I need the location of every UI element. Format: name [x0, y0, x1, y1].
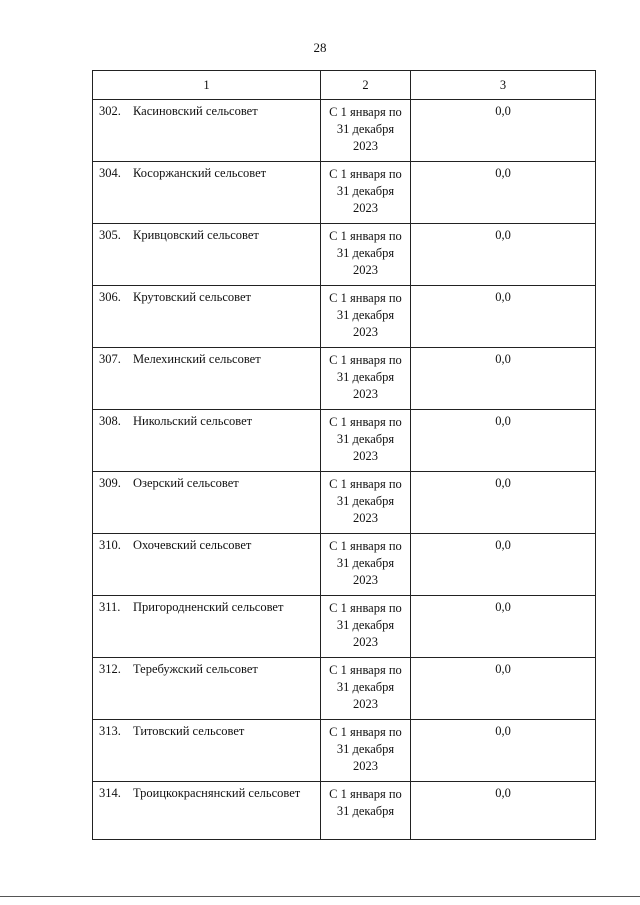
- value-cell: 0,0: [411, 348, 596, 410]
- row-number: 312.: [99, 662, 121, 676]
- period-line-3: 2023: [353, 325, 378, 339]
- period-line-2: 31 декабря: [336, 618, 395, 632]
- period-line-2: 31 декабря: [336, 246, 395, 260]
- table-row: [93, 596, 596, 658]
- row-number: 308.: [99, 414, 121, 428]
- row-name: Озерский сельсовет: [133, 476, 239, 490]
- table-row: [93, 162, 596, 224]
- table-header-row: [93, 71, 596, 100]
- period-cell: [321, 472, 411, 534]
- value-cell: 0,0: [411, 100, 596, 162]
- period-line-1: С 1 января по: [329, 105, 402, 119]
- period-line-1: С 1 января по: [329, 663, 402, 677]
- row-name: Титовский сельсовет: [133, 724, 245, 738]
- table-row: [93, 782, 596, 840]
- name-cell: [93, 348, 321, 410]
- value-cell: 0,0: [411, 224, 596, 286]
- value-cell: 0,0: [411, 162, 596, 224]
- row-name: Косоржанский сельсовет: [133, 166, 267, 180]
- name-cell: [93, 534, 321, 596]
- row-number: 313.: [99, 724, 121, 738]
- name-cell: [93, 472, 321, 534]
- period-cell: [321, 782, 411, 840]
- period-line-1: С 1 января по: [329, 725, 402, 739]
- period-line-3: 2023: [353, 201, 378, 215]
- period-cell: [321, 658, 411, 720]
- period-line-2: 31 декабря: [336, 556, 395, 570]
- name-cell: [93, 162, 321, 224]
- value-cell: 0,0: [411, 472, 596, 534]
- name-cell: [93, 658, 321, 720]
- period-line-3: 2023: [353, 511, 378, 525]
- value-cell: 0,0: [411, 658, 596, 720]
- period-line-3: 2023: [353, 573, 378, 587]
- row-number: 306.: [99, 290, 121, 304]
- row-number: 305.: [99, 228, 121, 242]
- period-line-3: 2023: [353, 387, 378, 401]
- period-line-2: 31 декабря: [336, 122, 395, 136]
- period-cell: [321, 162, 411, 224]
- value-cell: 0,0: [411, 596, 596, 658]
- period-cell: [321, 720, 411, 782]
- row-name: Троицкокраснянский сельсовет: [133, 786, 301, 800]
- period-cell: [321, 348, 411, 410]
- column-header-3: 3: [411, 71, 596, 100]
- period-line-2: 31 декабря: [336, 184, 395, 198]
- row-name: Теребужский сельсовет: [133, 662, 258, 676]
- period-line-1: С 1 января по: [329, 415, 402, 429]
- period-line-2: 31 декабря: [336, 494, 395, 508]
- name-cell: [93, 286, 321, 348]
- table-row: [93, 286, 596, 348]
- period-line-1: С 1 января по: [329, 291, 402, 305]
- column-header-2: 2: [321, 71, 411, 100]
- value-cell: 0,0: [411, 410, 596, 472]
- row-name: Мелехинский сельсовет: [133, 352, 261, 366]
- name-cell: [93, 224, 321, 286]
- row-number: 314.: [99, 786, 121, 800]
- row-number: 311.: [99, 600, 121, 614]
- column-header-1: 1: [93, 71, 321, 100]
- period-cell: [321, 596, 411, 658]
- name-cell: [93, 720, 321, 782]
- row-name: Пригородненский сельсовет: [133, 600, 284, 614]
- table-row: [93, 472, 596, 534]
- period-cell: [321, 224, 411, 286]
- period-line-2: 31 декабря: [336, 308, 395, 322]
- period-cell: [321, 534, 411, 596]
- period-line-2: 31 декабря: [336, 680, 395, 694]
- table-row: [93, 658, 596, 720]
- table-row: [93, 720, 596, 782]
- value-cell: 0,0: [411, 286, 596, 348]
- row-number: 302.: [99, 104, 121, 118]
- table-row: [93, 410, 596, 472]
- period-line-1: С 1 января по: [329, 601, 402, 615]
- period-line-2: 31 декабря: [336, 370, 395, 384]
- page-number: 28: [313, 40, 327, 55]
- row-name: Крутовский сельсовет: [133, 290, 251, 304]
- period-line-1: С 1 января по: [329, 539, 402, 553]
- page-bottom-edge: [0, 896, 640, 897]
- period-line-3: 2023: [353, 635, 378, 649]
- name-cell: [93, 596, 321, 658]
- period-line-1: С 1 января по: [329, 353, 402, 367]
- name-cell: [93, 100, 321, 162]
- period-line-2: 31 декабря: [336, 804, 395, 818]
- period-cell: [321, 100, 411, 162]
- row-number: 309.: [99, 476, 121, 490]
- period-line-1: С 1 января по: [329, 787, 402, 801]
- period-line-1: С 1 января по: [329, 167, 402, 181]
- data-table: [92, 70, 596, 840]
- value-cell: 0,0: [411, 720, 596, 782]
- period-line-3: 2023: [353, 759, 378, 773]
- period-line-3: 2023: [353, 449, 378, 463]
- table-row: [93, 348, 596, 410]
- period-line-3: 2023: [353, 697, 378, 711]
- row-number: 304.: [99, 166, 121, 180]
- name-cell: [93, 410, 321, 472]
- row-name: Касиновский сельсовет: [133, 104, 258, 118]
- period-line-3: 2023: [353, 139, 378, 153]
- row-name: Охочевский сельсовет: [133, 538, 252, 552]
- period-cell: [321, 410, 411, 472]
- value-cell: 0,0: [411, 782, 596, 840]
- name-cell: [93, 782, 321, 840]
- period-line-2: 31 декабря: [336, 742, 395, 756]
- period-line-1: С 1 января по: [329, 477, 402, 491]
- period-cell: [321, 286, 411, 348]
- row-name: Кривцовский сельсовет: [133, 228, 259, 242]
- table-row: [93, 534, 596, 596]
- row-number: 307.: [99, 352, 121, 366]
- row-name: Никольский сельсовет: [133, 414, 253, 428]
- period-line-2: 31 декабря: [336, 432, 395, 446]
- period-line-3: 2023: [353, 263, 378, 277]
- period-line-1: С 1 января по: [329, 229, 402, 243]
- table-row: [93, 224, 596, 286]
- table-row: [93, 100, 596, 162]
- value-cell: 0,0: [411, 534, 596, 596]
- row-number: 310.: [99, 538, 121, 552]
